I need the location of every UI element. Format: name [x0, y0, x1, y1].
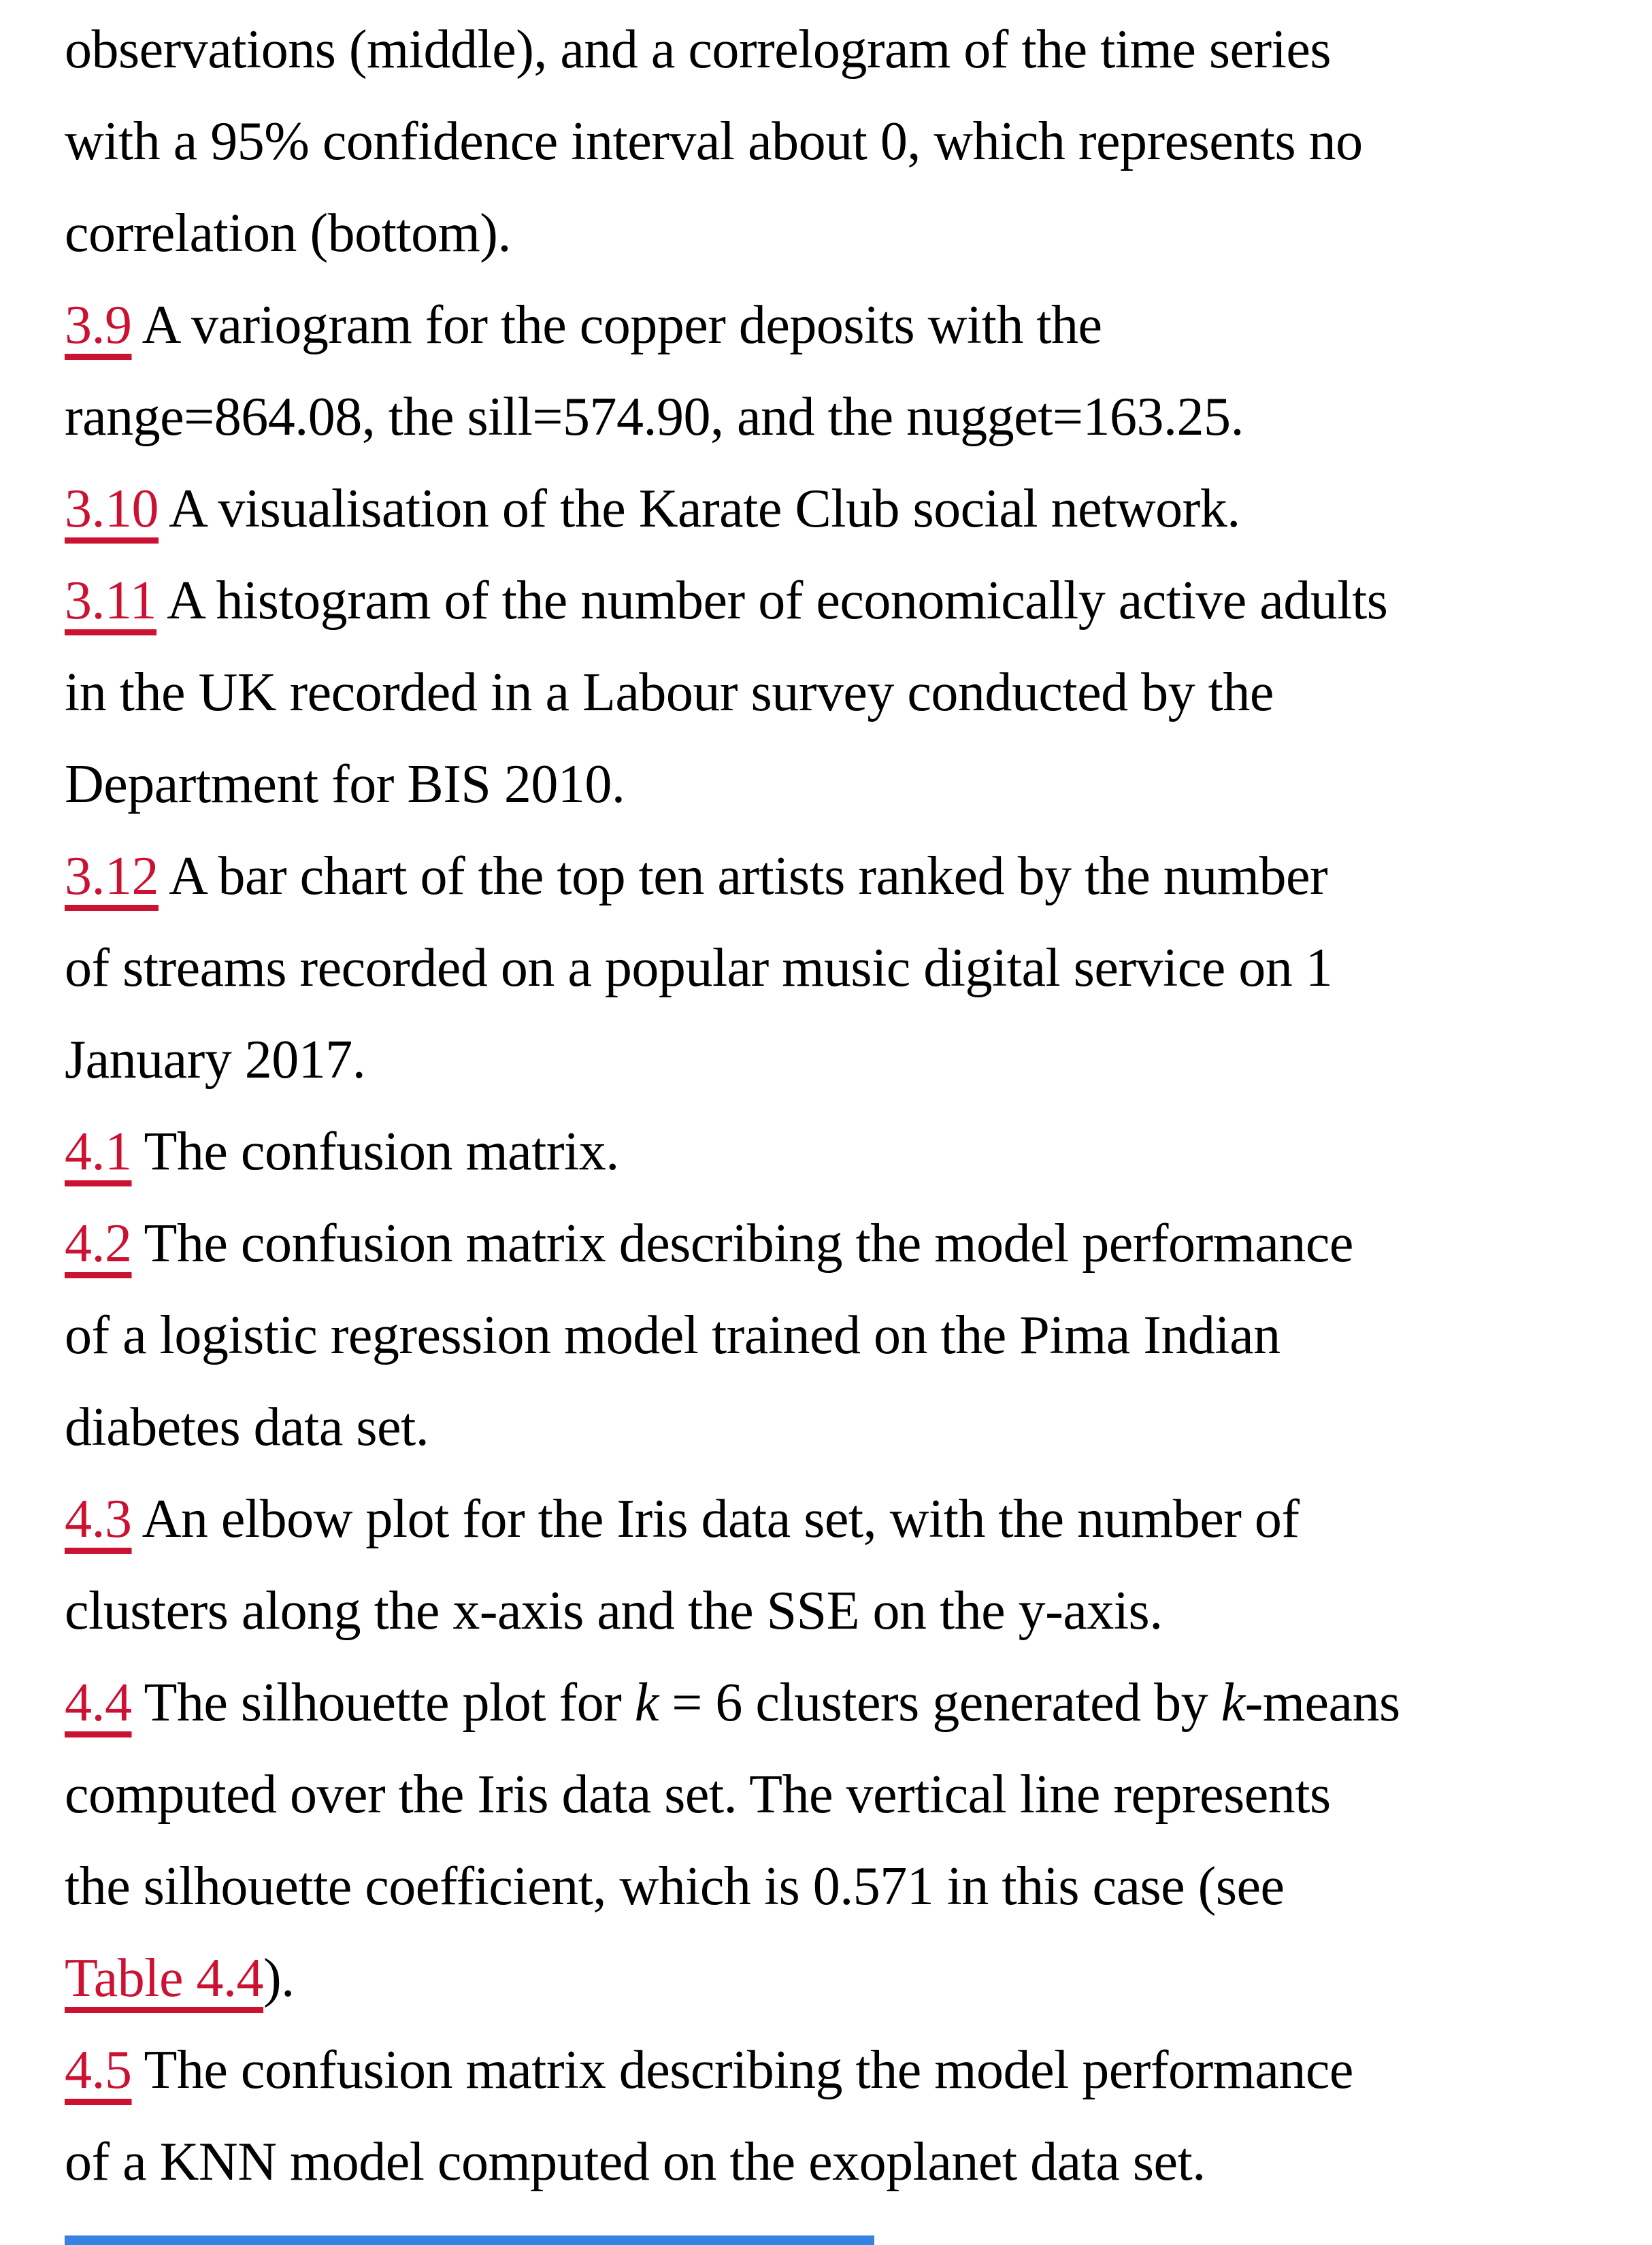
- text-segment: clusters along the x-axis and the SSE on the y-axis.: [65, 1581, 1163, 1641]
- figure-ref-link[interactable]: 4.5: [65, 2040, 132, 2100]
- figure-entry: [65, 1657, 1635, 2025]
- figure-ref-link[interactable]: 4.1: [65, 1122, 132, 1182]
- figure-entry: [65, 280, 1635, 463]
- figure-entry: [65, 1106, 1635, 1198]
- text-segment: January 2017.: [65, 1030, 366, 1090]
- text-line: [65, 1290, 1635, 1382]
- text-line: [65, 1841, 1635, 1933]
- figure-ref-link[interactable]: 3.12: [65, 846, 159, 906]
- figure-entry: [65, 4, 1635, 280]
- figure-entry: [65, 555, 1635, 831]
- text-segment: with a 95% confidence interval about 0, which represents no: [65, 112, 1363, 171]
- text-line: [65, 2116, 1635, 2208]
- text-segment: in the UK recorded in a Labour survey conducted by the: [65, 663, 1274, 722]
- text-segment: The confusion matrix describing the model performance: [131, 2040, 1353, 2100]
- text-segment: -means: [1244, 1673, 1400, 1733]
- text-segment: observations (middle), and a correlogram of the time series: [65, 20, 1331, 80]
- text-segment: The confusion matrix.: [131, 1122, 619, 1182]
- figure-entry: [65, 1198, 1635, 1474]
- text-line: [65, 555, 1635, 647]
- figure-ref-link[interactable]: 3.10: [65, 479, 159, 539]
- text-line: [65, 280, 1635, 371]
- figure-list: [65, 4, 1635, 2208]
- figure-ref-link[interactable]: 4.4: [65, 1673, 132, 1733]
- italic-text: k: [1221, 1673, 1245, 1733]
- text-line: [65, 739, 1635, 831]
- text-line: [65, 1014, 1635, 1106]
- text-line: [65, 96, 1635, 188]
- text-line: [65, 1749, 1635, 1841]
- text-segment: An elbow plot for the Iris data set, with the number of: [131, 1489, 1300, 1549]
- figure-entry: [65, 463, 1635, 555]
- text-line: [65, 1474, 1635, 1565]
- text-line: [65, 922, 1635, 1014]
- text-line: [65, 647, 1635, 739]
- text-segment: The confusion matrix describing the model performance: [131, 1214, 1353, 1274]
- text-line: [65, 1565, 1635, 1657]
- text-segment: The silhouette plot for: [131, 1673, 635, 1733]
- text-line: [65, 2025, 1635, 2116]
- selection-highlight-bar: [65, 2235, 874, 2245]
- figure-ref-link[interactable]: 4.3: [65, 1489, 132, 1549]
- text-line: [65, 4, 1635, 96]
- text-segment: A bar chart of the top ten artists ranked by the number: [159, 846, 1328, 906]
- text-line: [65, 463, 1635, 555]
- text-segment: ).: [263, 1948, 295, 2008]
- text-line: [65, 1657, 1635, 1749]
- figure-ref-link[interactable]: 3.11: [65, 571, 157, 631]
- text-segment: A visualisation of the Karate Club social network.: [159, 479, 1240, 539]
- text-segment: of a logistic regression model trained on the Pima Indian: [65, 1306, 1281, 1365]
- text-segment: of streams recorded on a popular music digital service on 1: [65, 938, 1333, 998]
- text-line: [65, 371, 1635, 463]
- text-line: [65, 1382, 1635, 1474]
- text-segment: of a KNN model computed on the exoplanet data set.: [65, 2132, 1206, 2192]
- figure-entry: [65, 831, 1635, 1106]
- figure-ref-link[interactable]: Table 4.4: [65, 1948, 264, 2008]
- text-line: [65, 1933, 1635, 2025]
- text-line: [65, 1198, 1635, 1290]
- text-line: [65, 188, 1635, 280]
- text-segment: correlation (bottom).: [65, 203, 511, 263]
- text-line: [65, 831, 1635, 922]
- figure-entry: [65, 1474, 1635, 1657]
- text-segment: the silhouette coefficient, which is 0.571 in this case (see: [65, 1857, 1285, 1916]
- text-segment: A variogram for the copper deposits with the: [131, 295, 1102, 355]
- figure-ref-link[interactable]: 3.9: [65, 295, 132, 355]
- text-line: [65, 1106, 1635, 1198]
- text-segment: A histogram of the number of economically active adults: [156, 571, 1388, 631]
- italic-text: k: [634, 1673, 659, 1733]
- figure-ref-link[interactable]: 4.2: [65, 1214, 132, 1274]
- text-segment: range=864.08, the sill=574.90, and the nugget=163.25.: [65, 387, 1244, 447]
- text-segment: diabetes data set.: [65, 1397, 429, 1457]
- figure-entry: [65, 2025, 1635, 2208]
- text-segment: = 6 clusters generated by: [658, 1673, 1221, 1733]
- text-segment: computed over the Iris data set. The vertical line represents: [65, 1765, 1331, 1825]
- text-segment: Department for BIS 2010.: [65, 754, 625, 814]
